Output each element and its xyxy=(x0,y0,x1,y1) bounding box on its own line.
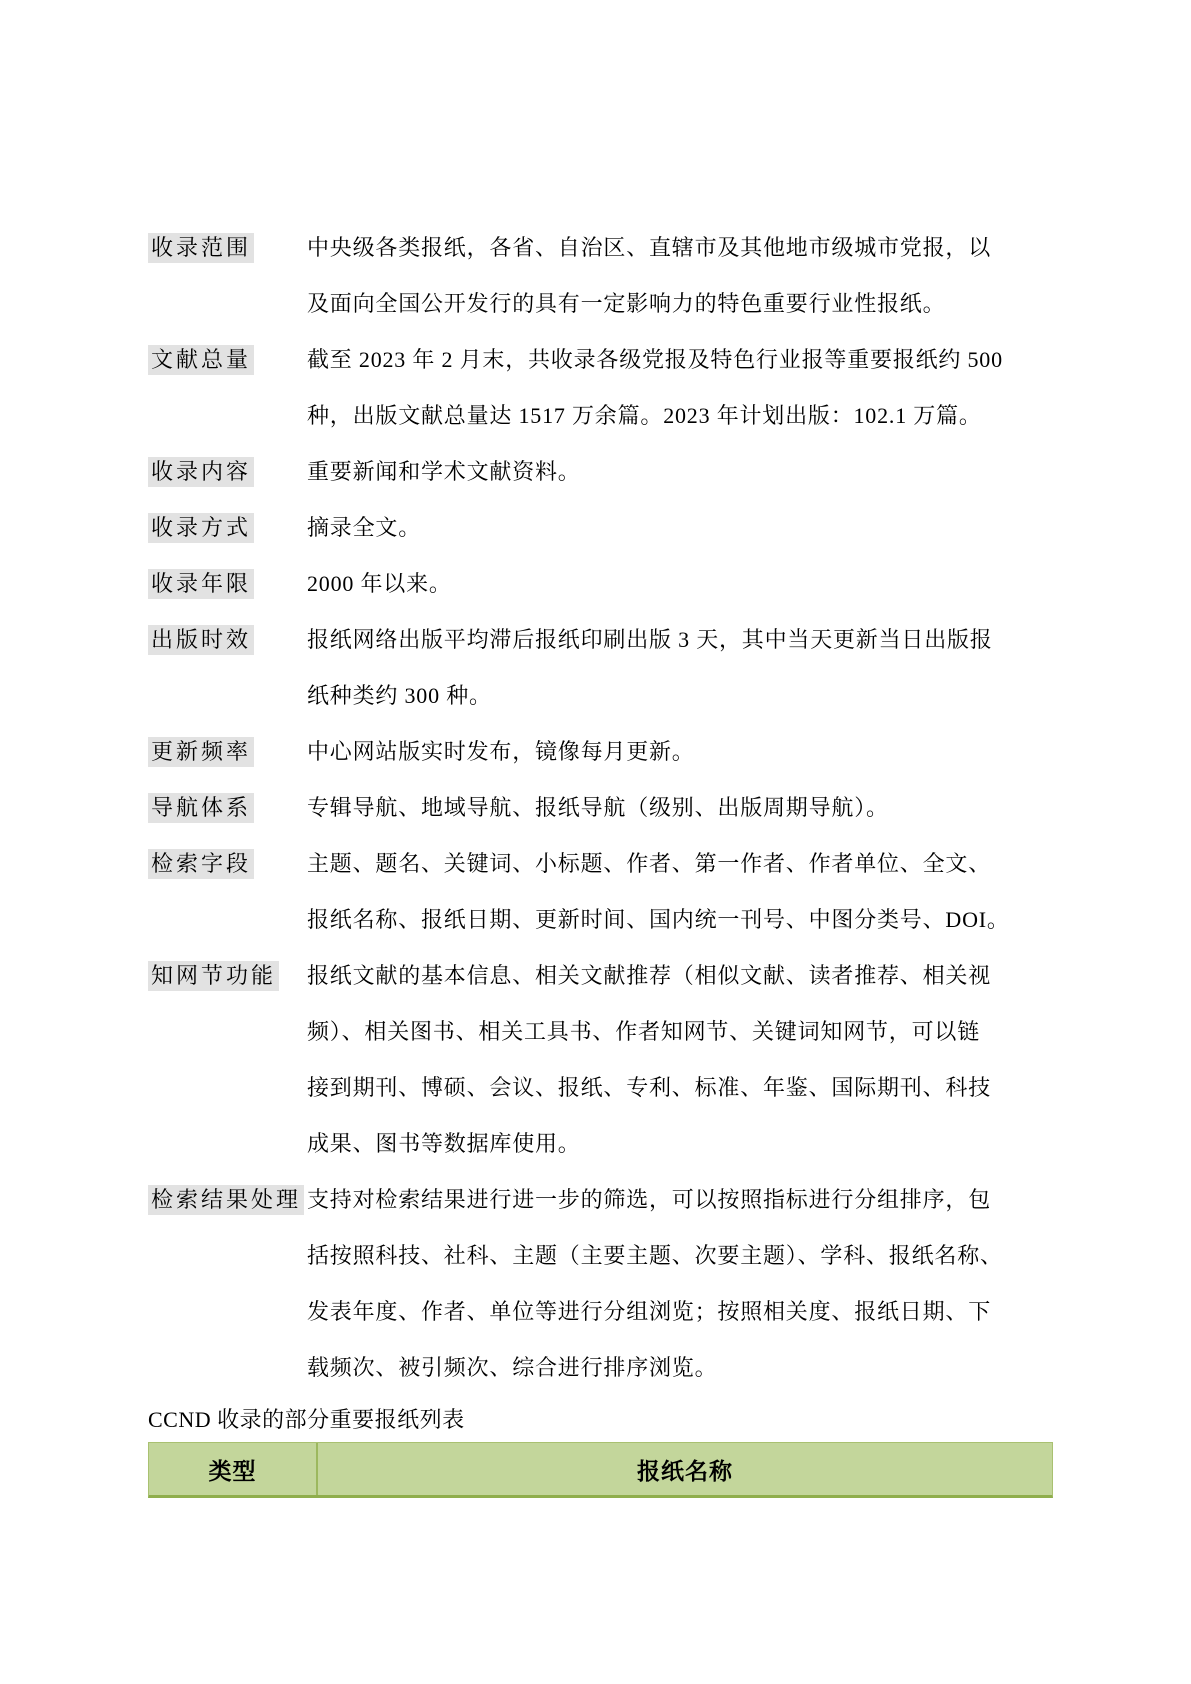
description-line: 2000 年以来。 xyxy=(307,571,452,596)
description-line: 主题、题名、关键词、小标题、作者、第一作者、作者单位、全文、 xyxy=(307,851,992,876)
term-label: 文献总量 xyxy=(148,345,254,375)
term-description xyxy=(307,1172,1053,1396)
term-description xyxy=(307,556,1053,612)
description-line: 中央级各类报纸，各省、自治区、直辖市及其他地市级城市党报，以 xyxy=(307,235,992,260)
term-label: 收录年限 xyxy=(148,569,254,599)
description-line: 成果、图书等数据库使用。 xyxy=(307,1131,581,1156)
term-label: 收录内容 xyxy=(148,457,254,487)
description-line: 纸种类约 300 种。 xyxy=(307,683,492,708)
description-line: 报纸文献的基本信息、相关文献推荐（相似文献、读者推荐、相关视 xyxy=(307,963,992,988)
definition-row-update-frequency xyxy=(148,724,1053,780)
term-label-cell xyxy=(148,948,307,1004)
term-label-cell xyxy=(148,724,307,780)
term-label: 检索结果处理 xyxy=(148,1185,304,1215)
term-label: 收录范围 xyxy=(148,233,254,263)
description-line: 截至 2023 年 2 月末，共收录各级党报及特色行业报等重要报纸约 500 xyxy=(307,347,1003,372)
term-label: 收录方式 xyxy=(148,513,254,543)
term-label-cell xyxy=(148,500,307,556)
description-line: 频）、相关图书、相关工具书、作者知网节、关键词知网节，可以链 xyxy=(307,1019,981,1044)
term-label: 知网节功能 xyxy=(148,961,279,991)
description-line: 报纸网络出版平均滞后报纸印刷出版 3 天，其中当天更新当日出版报 xyxy=(307,627,993,652)
term-label-cell xyxy=(148,332,307,388)
term-description xyxy=(307,948,1053,1172)
term-label-cell xyxy=(148,780,307,836)
description-line: 报纸名称、报纸日期、更新时间、国内统一刊号、中图分类号、DOI。 xyxy=(307,907,1010,932)
definition-row-search-result-processing xyxy=(148,1172,1053,1396)
table-header-type: 类型 xyxy=(149,1443,318,1495)
table-header-newspaper-name: 报纸名称 xyxy=(637,1458,733,1484)
description-line: 摘录全文。 xyxy=(307,515,422,540)
term-description xyxy=(307,500,1053,556)
definition-row-collection-years xyxy=(148,556,1053,612)
term-description xyxy=(307,724,1053,780)
term-label-cell xyxy=(148,836,307,892)
term-label: 检索字段 xyxy=(148,849,254,879)
term-description xyxy=(307,612,1053,724)
term-label-cell xyxy=(148,556,307,612)
newspaper-list-caption: CCND 收录的部分重要报纸列表 xyxy=(148,1407,465,1432)
term-description xyxy=(307,332,1053,444)
description-line: 种，出版文献总量达 1517 万余篇。2023 年计划出版：102.1 万篇。 xyxy=(307,403,982,428)
term-label-cell xyxy=(148,220,307,276)
definition-row-collection-method xyxy=(148,500,1053,556)
definition-list xyxy=(148,220,1053,1396)
term-label-cell xyxy=(148,612,307,668)
definition-row-navigation-system xyxy=(148,780,1053,836)
description-line: 中心网站版实时发布，镜像每月更新。 xyxy=(307,739,695,764)
term-label-cell xyxy=(148,444,307,500)
description-line: 支持对检索结果进行进一步的筛选，可以按照指标进行分组排序，包 xyxy=(307,1187,992,1212)
description-line: 重要新闻和学术文献资料。 xyxy=(307,459,581,484)
definition-row-collection-scope xyxy=(148,220,1053,332)
description-line: 载频次、被引频次、综合进行排序浏览。 xyxy=(307,1355,718,1380)
definition-row-publication-timeliness xyxy=(148,612,1053,724)
term-description xyxy=(307,836,1053,948)
description-line: 及面向全国公开发行的具有一定影响力的特色重要行业性报纸。 xyxy=(307,291,946,316)
definition-row-total-documents xyxy=(148,332,1053,444)
definition-row-search-fields xyxy=(148,836,1053,948)
newspaper-table xyxy=(148,1442,1053,1498)
term-label: 导航体系 xyxy=(148,793,254,823)
definition-row-cnki-node-functions xyxy=(148,948,1053,1172)
term-description xyxy=(307,444,1053,500)
term-label: 更新频率 xyxy=(148,737,254,767)
newspaper-table-header-row xyxy=(148,1442,1053,1498)
definition-row-collection-content xyxy=(148,444,1053,500)
description-line: 发表年度、作者、单位等进行分组浏览；按照相关度、报纸日期、下 xyxy=(307,1299,992,1324)
term-label-cell xyxy=(148,1172,307,1228)
term-label: 出版时效 xyxy=(148,625,254,655)
term-description xyxy=(307,780,1053,836)
term-description xyxy=(307,220,1053,332)
description-line: 专辑导航、地域导航、报纸导航（级别、出版周期导航）。 xyxy=(307,795,889,820)
description-line: 接到期刊、博硕、会议、报纸、专利、标准、年鉴、国际期刊、科技 xyxy=(307,1075,992,1100)
description-line: 括按照科技、社科、主题（主要主题、次要主题）、学科、报纸名称、 xyxy=(307,1243,1003,1268)
